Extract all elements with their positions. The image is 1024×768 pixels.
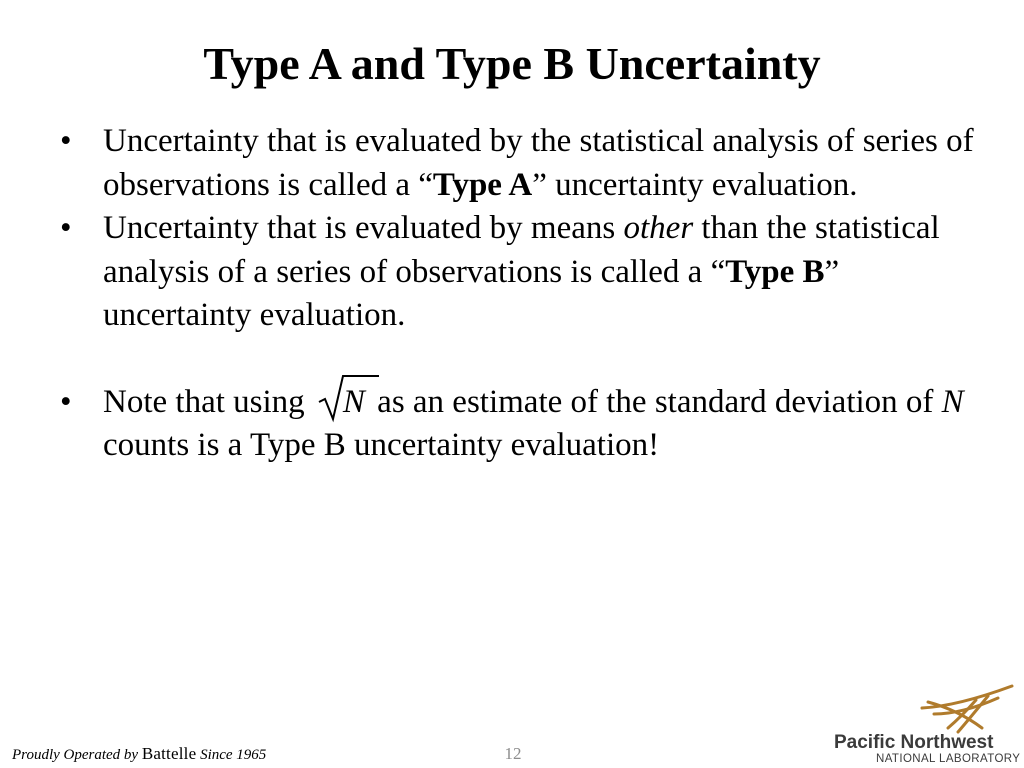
italic-term: other	[623, 210, 694, 246]
bullet-text: ” uncertainty evaluation.	[532, 166, 858, 203]
radicand: N	[342, 383, 365, 420]
logo-name: Pacific Northwest	[834, 732, 994, 753]
footer-brand: Battelle	[141, 744, 197, 763]
bullet-list	[60, 120, 990, 468]
bullet-marker: •	[60, 383, 72, 420]
square-root-expression	[317, 381, 367, 425]
pnnl-logo	[826, 682, 1022, 766]
bullet-item-type-b	[60, 207, 990, 338]
bullet-text: counts is a Type B uncertainty evaluation!	[103, 427, 660, 463]
page-number: 12	[504, 744, 522, 763]
bullet-marker: •	[60, 123, 72, 159]
bold-term: Type A	[432, 166, 533, 203]
bullet-item-type-a	[60, 120, 990, 207]
footer-operator	[12, 744, 266, 764]
bold-term: Type B	[725, 253, 825, 290]
bullet-text: Note that using	[103, 383, 313, 420]
bullet-text: Uncertainty that is evaluated by means	[103, 210, 624, 246]
pnnl-logo-mark-icon	[918, 684, 1014, 734]
bullet-text: as an estimate of the standard deviation of	[368, 383, 942, 420]
bullet-text: ” uncertainty evaluation.	[103, 253, 840, 333]
logo-subtitle: NATIONAL LABORATORY	[876, 753, 1021, 765]
bullet-marker: •	[60, 210, 72, 246]
footer-prefix: Proudly Operated by	[12, 747, 142, 763]
italic-term: N	[941, 383, 964, 420]
radical-sign-icon	[317, 374, 379, 422]
bullet-item-note	[60, 381, 990, 468]
slide-title: Type A and Type B Uncertainty	[203, 38, 821, 89]
bullet-text: Uncertainty that is evaluated by the statistical analysis of series of observations is called a “	[103, 123, 974, 203]
footer-suffix: Since 1965	[196, 747, 267, 763]
bullet-text: than the statistical analysis of a series of observations is called a “	[103, 210, 940, 290]
